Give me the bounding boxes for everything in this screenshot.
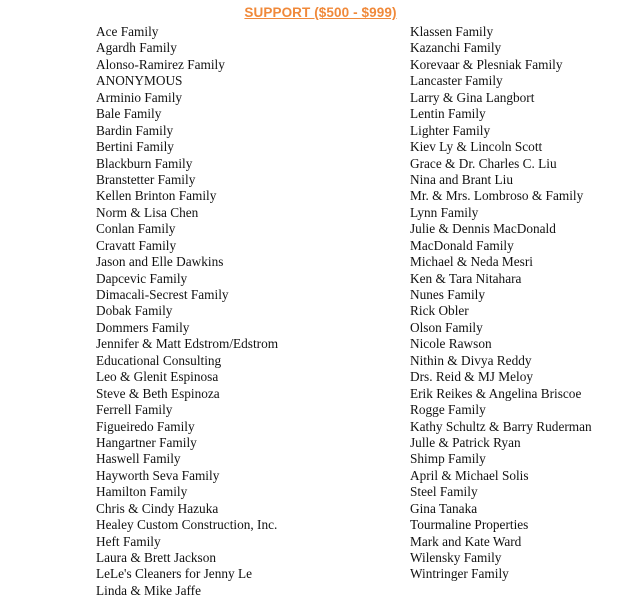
donor-name: Nicole Rawson bbox=[410, 336, 492, 352]
donor-name: Julle & Patrick Ryan bbox=[410, 434, 521, 450]
donor-name: Cravatt Family bbox=[96, 237, 177, 253]
donor-list-right bbox=[410, 24, 592, 583]
donor-name: Steel Family bbox=[410, 484, 478, 500]
donor-name: Educational Consulting bbox=[96, 352, 222, 368]
donor-name: Haswell Family bbox=[96, 451, 181, 467]
donor-name: ANONYMOUS bbox=[96, 73, 183, 89]
donor-name: Leo & Glenit Espinosa bbox=[96, 369, 219, 385]
donor-name: Dobak Family bbox=[96, 303, 173, 319]
donor-name: Arminio Family bbox=[96, 89, 183, 105]
donor-name: Shimp Family bbox=[410, 451, 486, 467]
donor-name: Lighter Family bbox=[410, 122, 491, 138]
donor-name: Bardin Family bbox=[96, 122, 174, 138]
donor-name: Alonso-Ramirez Family bbox=[96, 56, 225, 72]
donor-name: Grace & Dr. Charles C. Liu bbox=[410, 155, 557, 171]
donor-name: Ace Family bbox=[96, 24, 159, 39]
donor-name: Blackburn Family bbox=[96, 155, 193, 171]
donor-name: Kellen Brinton Family bbox=[96, 188, 217, 204]
donor-name: Nunes Family bbox=[410, 287, 485, 302]
donor-name: Hangartner Family bbox=[96, 434, 197, 450]
donor-name: Heft Family bbox=[96, 533, 161, 549]
donor-name: Lynn Family bbox=[410, 204, 479, 220]
donor-name: Mark and Kate Ward bbox=[410, 533, 522, 549]
donor-name: Lentin Family bbox=[410, 106, 486, 122]
donor-name: Bale Family bbox=[96, 106, 162, 122]
donor-name: Kazanchi Family bbox=[410, 40, 502, 56]
donor-name: Tourmaline Properties bbox=[410, 517, 529, 533]
donor-name: April & Michael Solis bbox=[410, 467, 529, 483]
donor-name: Linda & Mike Jaffe bbox=[96, 582, 201, 598]
donor-name: Norm & Lisa Chen bbox=[96, 204, 199, 220]
donor-name: Gina Tanaka bbox=[410, 500, 478, 516]
donor-name: Rogge Family bbox=[410, 402, 486, 418]
donor-name: Korevaar & Plesniak Family bbox=[410, 56, 563, 72]
donor-name: Mr. & Mrs. Lombroso & Family bbox=[410, 188, 584, 204]
donor-list-left bbox=[96, 24, 278, 599]
donor-name: Branstetter Family bbox=[96, 171, 196, 187]
donor-name: LeLe's Cleaners for Jenny Le bbox=[96, 566, 252, 582]
donor-name: Ferrell Family bbox=[96, 402, 173, 418]
donor-name: Erik Reikes & Angelina Briscoe bbox=[410, 385, 582, 401]
donor-name: Kathy Schultz & Barry Ruderman bbox=[410, 418, 592, 434]
donor-name: Wintringer Family bbox=[410, 566, 509, 582]
donor-name: Olson Family bbox=[410, 319, 483, 335]
donor-name: Dimacali-Secrest Family bbox=[96, 287, 229, 302]
donor-name: Chris & Cindy Hazuka bbox=[96, 500, 219, 516]
donor-name: Julie & Dennis MacDonald bbox=[410, 221, 556, 237]
donor-name: Laura & Brett Jackson bbox=[96, 550, 217, 565]
donor-name: MacDonald Family bbox=[410, 237, 514, 253]
donor-name: Jason and Elle Dawkins bbox=[96, 254, 224, 270]
donor-name: Healey Custom Construction, Inc. bbox=[96, 517, 278, 533]
donor-name: Nithin & Divya Reddy bbox=[410, 352, 532, 368]
donor-name: Hayworth Seva Family bbox=[96, 467, 220, 483]
donor-name: Nina and Brant Liu bbox=[410, 171, 514, 187]
donor-name: Jennifer & Matt Edstrom/Edstrom bbox=[96, 336, 279, 352]
donor-name: Drs. Reid & MJ Meloy bbox=[410, 369, 533, 385]
donor-name: Conlan Family bbox=[96, 221, 176, 237]
donor-name: Lancaster Family bbox=[410, 73, 503, 89]
donor-name: Bertini Family bbox=[96, 139, 174, 155]
donor-name: Dapcevic Family bbox=[96, 270, 188, 286]
donor-name: Figueiredo Family bbox=[96, 418, 195, 434]
donor-name: Dommers Family bbox=[96, 319, 190, 335]
donor-name: Steve & Beth Espinoza bbox=[96, 385, 220, 401]
donor-name: Rick Obler bbox=[410, 303, 469, 319]
donor-name: Klassen Family bbox=[410, 24, 494, 39]
donor-name: Michael & Neda Mesri bbox=[410, 254, 533, 270]
donor-name: Ken & Tara Nitahara bbox=[410, 270, 522, 286]
donor-name: Agardh Family bbox=[96, 40, 177, 56]
donor-name: Wilensky Family bbox=[410, 550, 502, 565]
section-heading: SUPPORT ($500 - $999) bbox=[244, 5, 397, 20]
donor-name: Larry & Gina Langbort bbox=[410, 89, 535, 105]
donor-name: Hamilton Family bbox=[96, 484, 188, 500]
donor-name: Kiev Ly & Lincoln Scott bbox=[410, 139, 543, 155]
